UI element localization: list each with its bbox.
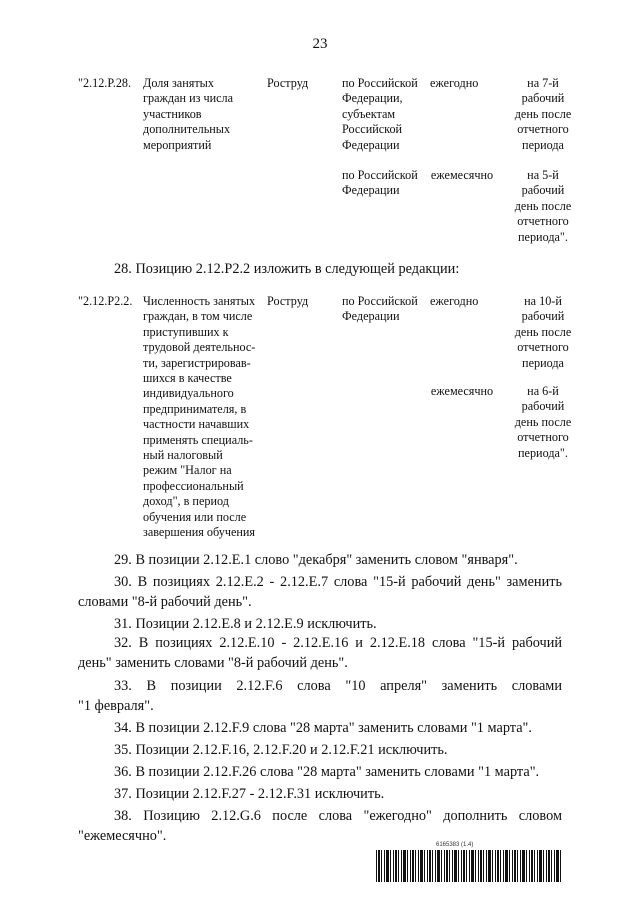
submission-term: на 6-й рабочий день после отчетного периода". xyxy=(514,384,572,460)
position-number: "2.12.P.28. xyxy=(78,76,132,90)
paragraph-38-text: 38. Позицию 2.12.G.6 после слова "ежегодно" дополнить словом xyxy=(114,808,562,824)
frequency: ежегодно xyxy=(430,76,479,90)
aggregation-level: по Российской Федерации xyxy=(342,168,418,198)
paragraph-32-text: 32. В позициях 2.12.Е.10 - 2.12.Е.16 и 2.12.Е.18 слова "15-й рабочий xyxy=(114,635,562,651)
paragraph-33-line-1 xyxy=(78,676,562,696)
submission-term: на 5-й рабочий день после отчетного периода". xyxy=(514,168,572,244)
paragraph-38-line-2: "ежемесячно". xyxy=(78,828,167,844)
frequency: ежемесячно xyxy=(430,168,494,182)
paragraph-28 xyxy=(78,259,548,279)
paragraph-32-line-2: день" заменить словами "8-й рабочий день". xyxy=(78,655,348,671)
paragraph-31-text: 31. Позиции 2.12.Е.8 и 2.12.Е.9 исключить. xyxy=(114,616,377,632)
submission-term: на 7-й рабочий день после отчетного периода xyxy=(514,76,572,152)
aggregation-level: по Российской Федерации, субъектам Российской Федерации xyxy=(342,76,418,152)
frequency: ежегодно xyxy=(430,294,479,308)
paragraph-33-text: 33. В позиции 2.12.F.6 слова "10 апреля" заменить словами xyxy=(114,678,562,694)
paragraph-31 xyxy=(78,614,562,634)
paragraph-35-text: 35. Позиции 2.12.F.16, 2.12.F.20 и 2.12.F.21 исключить. xyxy=(114,742,448,758)
responsible-agency: Роструд xyxy=(267,294,309,308)
paragraph-29 xyxy=(78,550,562,570)
paragraph-36-text: 36. В позиции 2.12.F.26 слова "28 марта" заменить словами "1 марта". xyxy=(114,764,540,780)
page-number: 23 xyxy=(312,36,328,52)
responsible-agency: Роструд xyxy=(267,76,309,90)
frequency: ежемесячно xyxy=(430,384,494,398)
position-number: "2.12.Р2.2. xyxy=(78,294,133,308)
paragraph-28-text: 28. Позицию 2.12.Р2.2 изложить в следующей редакции: xyxy=(114,261,460,277)
paragraph-32-line-1 xyxy=(78,633,562,653)
paragraph-38-line-1 xyxy=(78,806,562,826)
paragraph-35 xyxy=(78,740,562,760)
indicator-name: Доля занятых граждан из числа участников дополнительных мероприятий xyxy=(143,76,234,152)
barcode-icon xyxy=(376,850,562,882)
paragraph-34-text: 34. В позиции 2.12.F.9 слова "28 марта" заменить словами "1 марта". xyxy=(114,720,532,736)
paragraph-36 xyxy=(78,762,562,782)
aggregation-level: по Российской Федерации xyxy=(342,294,418,324)
paragraph-33-line-2: "1 февраля". xyxy=(78,698,154,714)
paragraph-37 xyxy=(78,784,562,804)
paragraph-30-line-2: словами "8-й рабочий день". xyxy=(78,594,252,610)
paragraph-29-text: 29. В позиции 2.12.Е.1 слово "декабря" заменить словом "января". xyxy=(114,552,518,568)
submission-term: на 10-й рабочий день после отчетного периода xyxy=(514,294,572,370)
indicator-name: Численность занятых граждан, в том числе приступивших к трудовой деятельнос- ти, зарегистрировав- шихся в качестве индивидуального предпринимателя, в частности начавших применять специаль- ный налоговый режим "Налог на профессиональный доход", в период обучения или после завершения обучения xyxy=(143,294,256,540)
barcode-caption: 6165383 (1.4) xyxy=(436,842,474,848)
paragraph-30-line-1 xyxy=(78,572,562,592)
paragraph-34 xyxy=(78,718,562,738)
paragraph-37-text: 37. Позиции 2.12.F.27 - 2.12.F.31 исключить. xyxy=(114,786,385,802)
paragraph-30-text: 30. В позициях 2.12.Е.2 - 2.12.Е.7 слова "15-й рабочий день" заменить xyxy=(114,574,562,590)
